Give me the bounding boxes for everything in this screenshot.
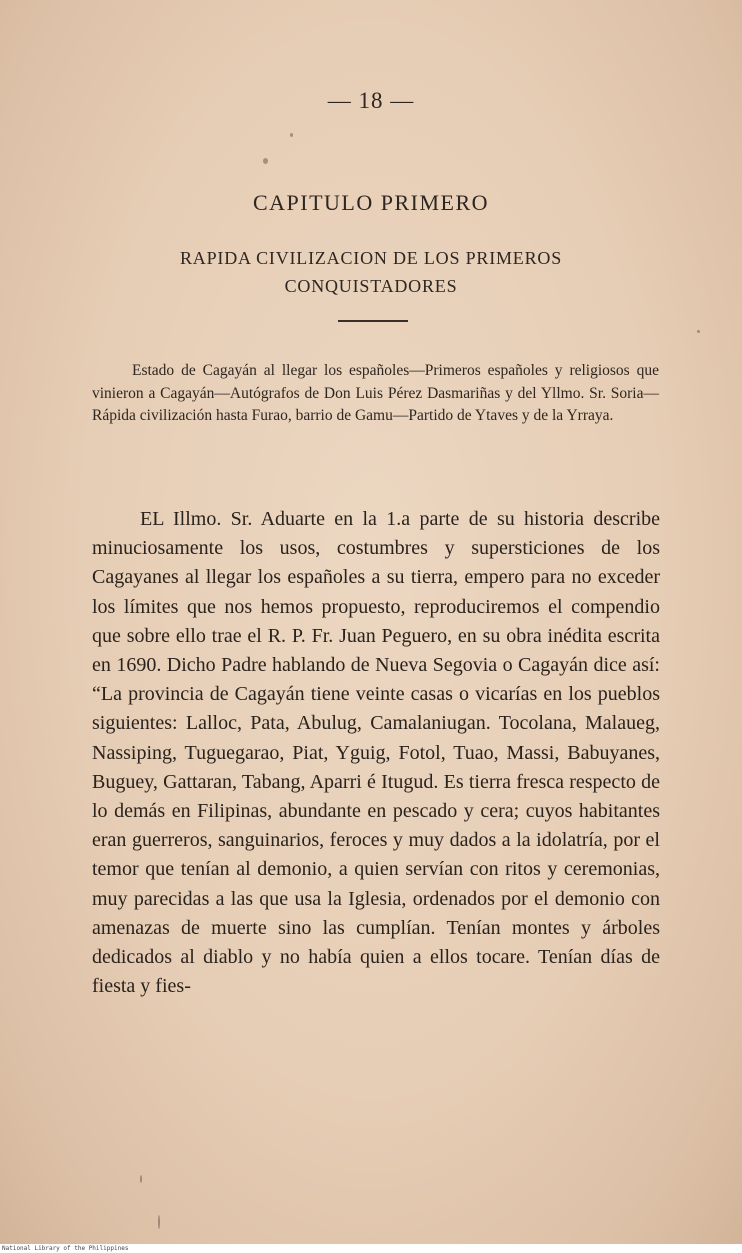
section-divider	[338, 320, 408, 322]
paper-speck	[290, 133, 293, 137]
page-number: — 18 —	[327, 88, 415, 113]
paper-speck	[158, 1215, 160, 1229]
paper-speck	[263, 158, 268, 164]
chapter-summary: Estado de Cagayán al llegar los españoles—Primeros españoles y religiosos que vinieron a Cagayán—Autógrafos de Don Luis Pérez Dasmariñas y del Yllmo. Sr. Soria—Rápida civilización hasta Furao, barrio de Gamu—Partido de Ytaves y de la Yrraya.	[92, 362, 659, 424]
chapter-title: CAPITULO PRIMERO	[252, 190, 490, 215]
chapter-subtitle: RAPIDA CIVILIZACION DE LOS PRIMEROS CONQUISTADORES	[179, 248, 562, 296]
library-watermark: National Library of the Philippines	[2, 1245, 129, 1252]
paper-speck	[697, 330, 700, 333]
paper-speck	[140, 1175, 142, 1183]
body-paragraph: EL Illmo. Sr. Aduarte en la 1.a parte de su historia describe minuciosamente los usos, costumbres y supersticiones de los Cagayanes al llegar los españoles a su tierra, empero para no exceder los límites que nos hemos propuesto, reproduciremos el compendio que sobre ello trae el R. P. Fr. Juan Peguero, en su obra inédita escrita en 1690. Dicho Padre hablando de Nueva Segovia o Cagayán dice así: “La provincia de Cagayán tiene veinte casas o vicarías en los pueblos siguientes: Lalloc, Pata, Abulug, Camalaniugan. Tocolana, Malaueg, Nassiping, Tuguegarao, Piat, Yguig, Fotol, Tuao, Massi, Babuyanes, Buguey, Gattaran, Tabang, Aparri é Itugud. Es tierra fresca respecto de lo demás en Filipinas, abundante en pescado y cera; cuyos habitantes eran guerreros, sanguinarios, feroces y muy dados a la idolatría, por el temor que tenían al demonio, a quien servían con ritos y ceremonias, muy parecidas a las que usa la Iglesia, ordenados por el demonio con amenazas de muerte sino las cumplían. Tenían montes y árboles dedicados al diablo y no había quien a ellos tocare. Tenían días de fiesta y fies-	[92, 508, 660, 998]
